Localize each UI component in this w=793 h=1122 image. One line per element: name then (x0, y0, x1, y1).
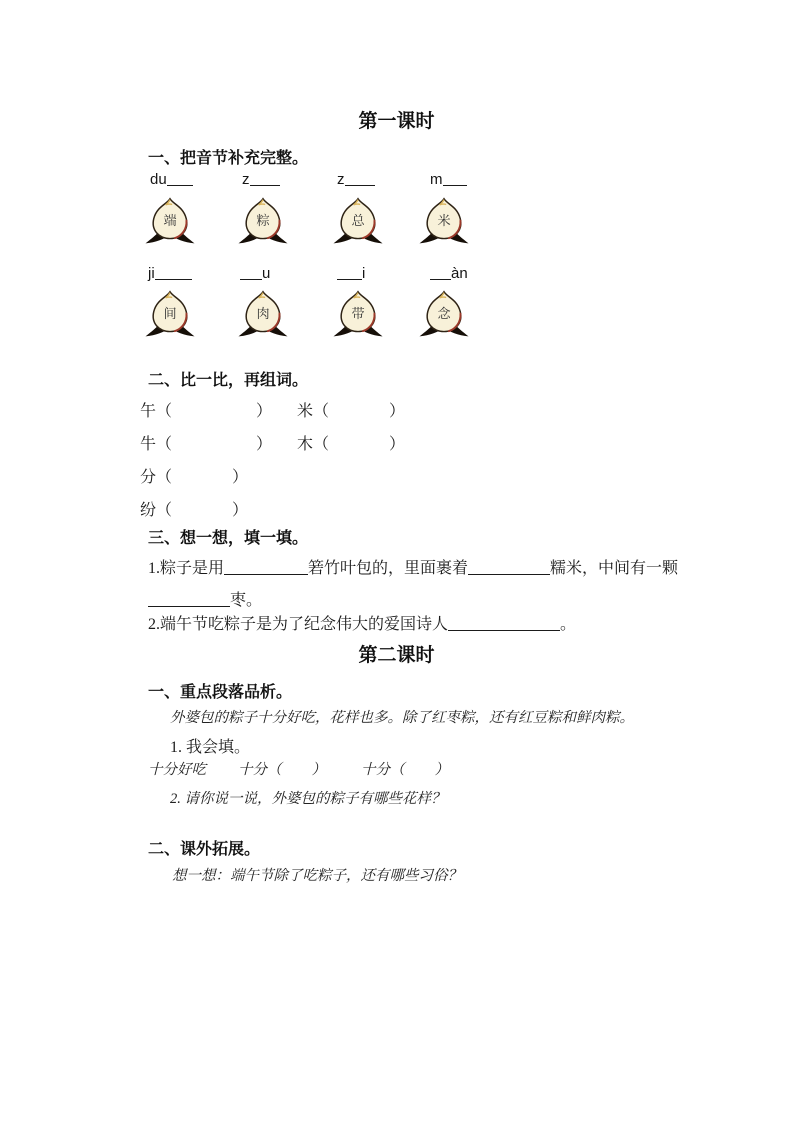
compare-cell (297, 431, 405, 454)
syllable-prompt (430, 171, 467, 188)
zongzi-card (142, 196, 198, 247)
syllable-prompt (240, 265, 270, 282)
fill-word: 十分 (361, 762, 390, 778)
analysis-question-1: 1. 我会填。 (170, 739, 251, 756)
paren-open: （ (156, 469, 173, 486)
compare-char: 牛 (140, 436, 157, 453)
reading-passage: 外婆包的粽子十分好吃，花样也多。除了红枣粽，还有红豆粽和鲜肉粽。 (170, 710, 634, 726)
question-text: 1.粽子是用 (148, 560, 225, 577)
compare-char: 米 (297, 403, 314, 420)
zongzi-icon (416, 196, 472, 247)
zongzi-character: 念 (437, 306, 451, 321)
zongzi-character: 间 (163, 306, 177, 321)
pinyin-prefix: ji (148, 265, 155, 282)
question-text: 。 (560, 616, 577, 633)
section-heading-analysis: 一、重点段落品析。 (148, 684, 293, 701)
syllable-prompt (337, 171, 375, 188)
blank-line (148, 592, 230, 607)
paren-close: ） (311, 762, 326, 778)
paren-close: ） (256, 436, 273, 453)
zongzi-character: 带 (351, 306, 365, 321)
zongzi-card (142, 289, 198, 340)
lesson1-title: 第一课时 (358, 111, 435, 132)
blank-line (345, 171, 375, 186)
zongzi-card (416, 196, 472, 247)
blank-line (448, 616, 560, 631)
compare-cell (140, 431, 272, 454)
zongzi-card (235, 196, 291, 247)
compare-cell (140, 497, 248, 520)
blank-line (155, 265, 192, 280)
blank-line (430, 265, 451, 280)
section-heading-extension: 二、课外拓展。 (148, 841, 261, 858)
question-text: 糯米，中间有一颗 (550, 560, 679, 577)
section-heading-syllables: 一、把音节补充完整。 (148, 150, 309, 167)
zongzi-icon (235, 196, 291, 247)
zongzi-card (330, 196, 386, 247)
compare-cell (297, 398, 405, 421)
paren-close: ） (256, 403, 273, 420)
syllable-prompt (242, 171, 280, 188)
pinyin-suffix: u (262, 265, 271, 282)
fill-word: 十分 (238, 762, 267, 778)
paren-close: ） (232, 502, 249, 519)
section-heading-fill: 三、想一想，填一填。 (148, 530, 309, 547)
paren-open: （ (390, 762, 405, 778)
paren-open: （ (156, 502, 173, 519)
compare-char: 纷 (140, 502, 157, 519)
paren-open: （ (156, 436, 173, 453)
question-text: 枣。 (230, 592, 263, 609)
zongzi-character: 端 (163, 213, 177, 228)
zongzi-icon (142, 196, 198, 247)
fill-question-1-line-1 (148, 555, 678, 578)
compare-char: 分 (140, 469, 157, 486)
pinyin-prefix: z (242, 171, 250, 188)
paren-open: （ (156, 403, 173, 420)
zongzi-card (416, 289, 472, 340)
pinyin-prefix: m (430, 171, 443, 188)
question-text: 箬竹叶包的，里面裹着 (308, 560, 469, 577)
syllable-prompt (337, 265, 365, 282)
zongzi-character: 米 (437, 213, 451, 228)
compare-char: 木 (297, 436, 314, 453)
paren-open: （ (313, 403, 330, 420)
fill-question-2 (148, 611, 576, 634)
syllable-prompt (148, 265, 192, 282)
pinyin-suffix: i (362, 265, 366, 282)
paren-close: ） (389, 403, 406, 420)
pinyin-suffix: àn (451, 265, 468, 282)
section-heading-compare: 二、比一比，再组词。 (148, 372, 309, 389)
blank-line (468, 560, 550, 575)
zongzi-card (330, 289, 386, 340)
paren-close: ） (389, 436, 406, 453)
zongzi-icon (416, 289, 472, 340)
zongzi-character: 总 (351, 213, 365, 228)
fill-example: 十分好吃 (148, 762, 206, 778)
syllable-prompt (150, 171, 193, 188)
question-text: 2.端午节吃粽子是为了纪念伟大的爱国诗人 (148, 616, 449, 633)
blank-line (443, 171, 467, 186)
zongzi-icon (330, 196, 386, 247)
zongzi-icon (330, 289, 386, 340)
paren-open: （ (313, 436, 330, 453)
compare-cell (140, 398, 272, 421)
zongzi-character: 肉 (256, 306, 270, 321)
analysis-question-2: 2. 请你说一说，外婆包的粽子有哪些花样？ (170, 791, 446, 807)
fill-practice-row (148, 758, 449, 779)
blank-line (337, 265, 362, 280)
fill-question-1-line-2 (148, 587, 262, 610)
zongzi-card (235, 289, 291, 340)
compare-cell (140, 464, 248, 487)
zongzi-icon (235, 289, 291, 340)
blank-line (167, 171, 193, 186)
pinyin-prefix: z (337, 171, 345, 188)
lesson2-title: 第二课时 (358, 645, 435, 666)
paren-close: ） (434, 762, 449, 778)
syllable-prompt (430, 265, 468, 282)
pinyin-prefix: du (150, 171, 167, 188)
zongzi-character: 粽 (256, 213, 270, 228)
blank-line (224, 560, 308, 575)
paren-close: ） (232, 469, 249, 486)
compare-char: 午 (140, 403, 157, 420)
paren-open: （ (267, 762, 282, 778)
blank-line (240, 265, 262, 280)
zongzi-icon (142, 289, 198, 340)
blank-line (250, 171, 280, 186)
extension-prompt: 想一想：端午节除了吃粽子，还有哪些习俗？ (172, 868, 462, 884)
